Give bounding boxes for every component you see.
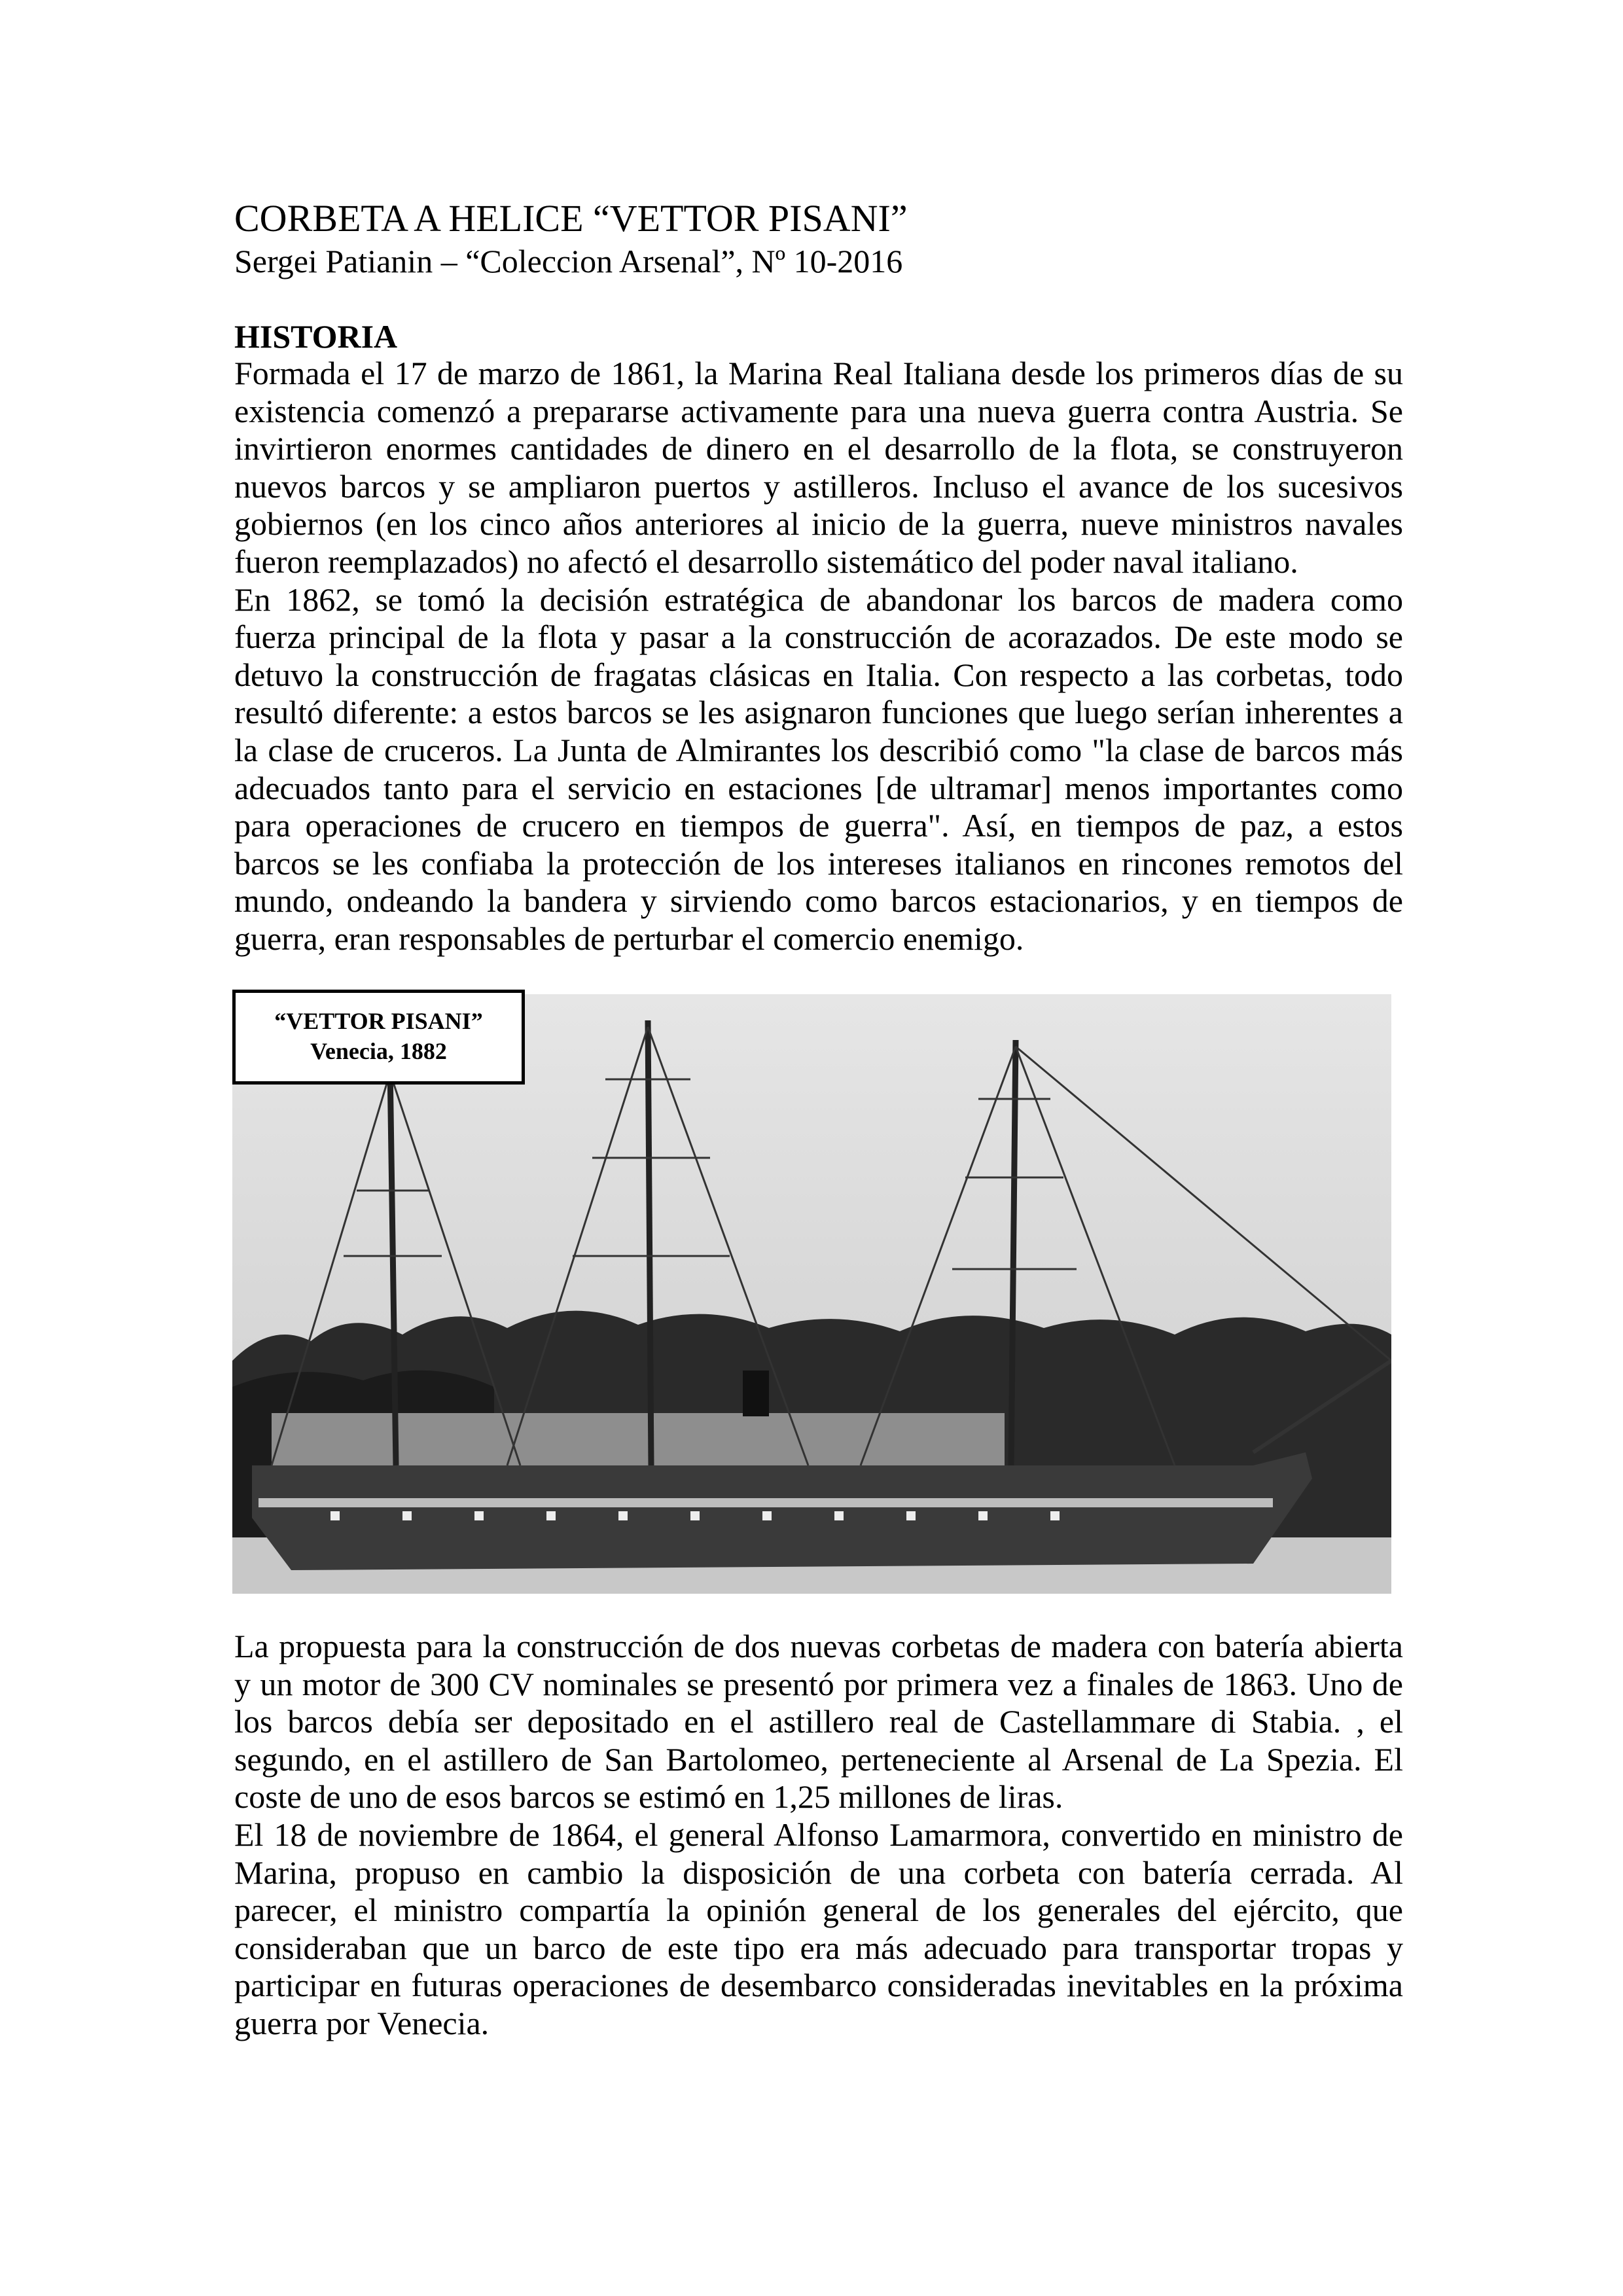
text-line: los barcos debía ser depositado en el astillero real de Castellammare di Stabia. , el	[234, 1703, 1403, 1740]
caption-ship-name: “VETTOR PISANI”	[274, 1008, 483, 1034]
text-line: fueron reemplazados) no afectó el desarrollo sistemático del poder naval italiano.	[234, 543, 1298, 580]
document-title: CORBETA A HELICE “VETTOR PISANI”	[234, 197, 908, 240]
text-line: guerra por Venecia.	[234, 2004, 490, 2041]
text-line: detuvo la construcción de fragatas clásicas en Italia. Con respecto a las corbetas, todo	[234, 656, 1403, 693]
text-line: El 18 de noviembre de 1864, el general Alfonso Lamarmora, convertido en ministro de	[234, 1816, 1403, 1853]
text-line: nuevos barcos y se ampliaron puertos y astilleros. Incluso el avance de los sucesivos	[234, 467, 1403, 505]
text-line: resultó diferente: a estos barcos se les asignaron funciones que luego serían inherentes a	[234, 694, 1403, 731]
text-line: gobiernos (en los cinco años anteriores al inicio de la guerra, nueve ministros navales	[234, 505, 1403, 543]
text-line: para operaciones de crucero en tiempos de guerra". Así, en tiempos de paz, a estos	[234, 807, 1403, 844]
text-line: coste de uno de esos barcos se estimó en 1,25 millones de liras.	[234, 1778, 1063, 1816]
text-line: Formada el 17 de marzo de 1861, la Marina Real Italiana desde los primeros días de su	[234, 355, 1403, 391]
text-line: Marina, propuso en cambio la disposición de una corbeta con batería cerrada. Al	[234, 1854, 1403, 1891]
photo-caption-box	[232, 990, 525, 1085]
text-line: La propuesta para la construcción de dos nuevas corbetas de madera con batería abierta	[234, 1628, 1403, 1664]
text-line: participar en futuras operaciones de desembarco consideradas inevitables en la próxima	[234, 1967, 1403, 2004]
text-line: la clase de cruceros. La Junta de Almirantes los describió como "la clase de barcos más	[234, 731, 1403, 768]
text-line: invirtieron enormes cantidades de dinero en el desarrollo de la flota, se construyeron	[234, 430, 1403, 467]
text-line: y un motor de 300 CV nominales se presentó por primera vez a finales de 1863. Uno de	[234, 1665, 1403, 1702]
section-heading: HISTORIA	[234, 318, 398, 355]
text-line: segundo, en el astillero de San Bartolomeo, perteneciente al Arsenal de La Spezia. El	[234, 1740, 1403, 1778]
text-line: parecer, el ministro compartía la opinión general de los generales del ejército, que	[234, 1892, 1403, 1929]
text-line: fuerza principal de la flota y pasar a la construcción de acorazados. De este modo se	[234, 619, 1403, 656]
text-line: consideraban que un barco de este tipo era más adecuado para transportar tropas y	[234, 1929, 1403, 1966]
text-line: mundo, ondeando la bandera y sirviendo como barcos estacionarios, y en tiempos de	[234, 882, 1403, 920]
document-subtitle: Sergei Patianin – “Coleccion Arsenal”, Nº 10-2016	[234, 243, 903, 279]
caption-place-date: Venecia, 1882	[310, 1038, 447, 1064]
text-line: guerra, eran responsables de perturbar el comercio enemigo.	[234, 920, 1024, 957]
body-text-top	[234, 355, 1403, 958]
text-line: En 1862, se tomó la decisión estratégica de abandonar los barcos de madera como	[234, 581, 1403, 618]
text-line: existencia comenzó a prepararse activamente para una nueva guerra contra Austria. Se	[234, 392, 1403, 429]
text-line: barcos se les confiaba la protección de los intereses italianos en rincones remotos del	[234, 844, 1403, 882]
text-line: adecuados tanto para el servicio en estaciones [de ultramar] menos importantes como	[234, 769, 1403, 806]
body-text-bottom	[234, 1628, 1403, 2043]
